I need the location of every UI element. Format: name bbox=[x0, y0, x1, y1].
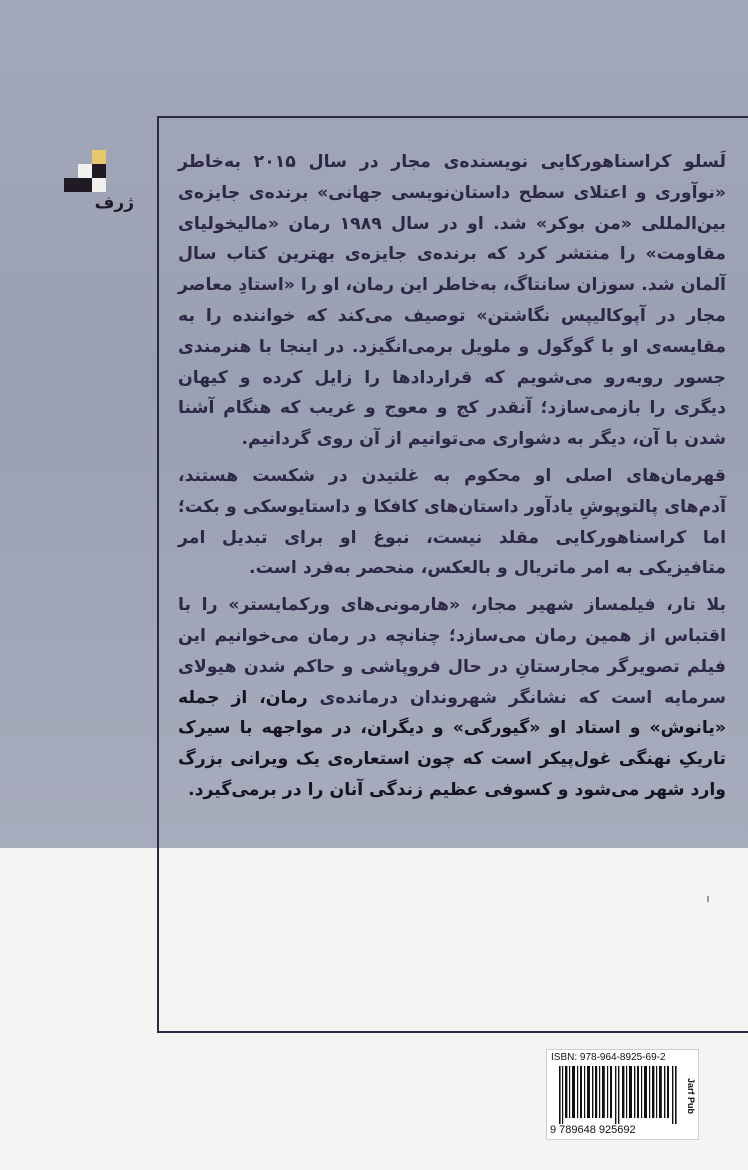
barcode-icon bbox=[559, 1066, 677, 1124]
blurb-paragraph-1: لَسلو کراسناهورکایی نویسنده‌ی مجار در سال ۲۰۱۵ به‌خاطر «نوآوری و اعتلای سطح داستان‌نویسی جهانی» برنده‌ی جایزه‌ی بین‌المللی «من بوکر» شد. او در سال ۱۹۸۹ رمان «مالیخولیای مقاومت» را منتشر کرد که برنده‌ی جایزه‌ی بهترین کتاب سال آلمان شد. سوزان سانتاگ، به‌خاطر این رمان، او را «استادِ معاصر مجار در آپوکالیپس نگاشتن» توصیف می‌کند که خواننده را به مقایسه‌ی او با گوگول و ملویل برمی‌انگیزد. در اینجا با هنرمندی جسور روبه‌رو می‌شویم که قراردادها را زایل کرده و کیهان دیگری را بازمی‌سازد؛ آنقدر کج و معوج و غریب که هنگام آشنا شدن با آن، دیگر به دشواری می‌توانیم از آن روی گردانیم. bbox=[178, 152, 726, 450]
publisher-logo-text: ژرف bbox=[94, 193, 134, 212]
barcode-digits: 9 789648 925692 bbox=[550, 1124, 636, 1136]
publisher-tag: Jarf Pub bbox=[686, 1077, 696, 1114]
isbn-text: ISBN: 978-964-8925-69-2 bbox=[551, 1052, 666, 1063]
print-mark bbox=[707, 896, 709, 902]
back-cover-blurb bbox=[178, 147, 726, 812]
publisher-logo-icon bbox=[64, 150, 136, 212]
blurb-paragraph-3: بلا تار، فیلمساز شهیر مجار، «هارمونی‌های ورکمایستر» را با اقتباس از همین رمان می‌سازد؛ چنانچه در رمان می‌خوانیم این فیلم تصویرگر مجارستانِ در حال فروپاشی و حاکم شدن هیولای سرمایه است که نشانگر شهروندان درمانده‌ی رمان، از جمله «یانوش» و استاد او «گیورگی» و دیگران، در مواجهه با سیرک تاریکِ نهنگی غول‌پیکر است که چون استعاره‌ی یک ویرانی بزرگ وارد شهر می‌شود و کسوفی عظیم زندگی آنان را در برمی‌گیرد. bbox=[178, 595, 726, 800]
barcode-label bbox=[546, 1049, 699, 1140]
blurb-paragraph-2: قهرمان‌های اصلی او محکوم به غلتیدن در شکست هستند، آدم‌های پالتوپوشِ یادآور داستان‌های کافکا و داستایوسکی و بکت؛ اما کراسناهورکایی مقلد نیست، نبوغ او برای تبدیل امر متافیزیکی به امر ماتریال و بالعکس، منحصر به‌فرد است. bbox=[178, 465, 727, 579]
